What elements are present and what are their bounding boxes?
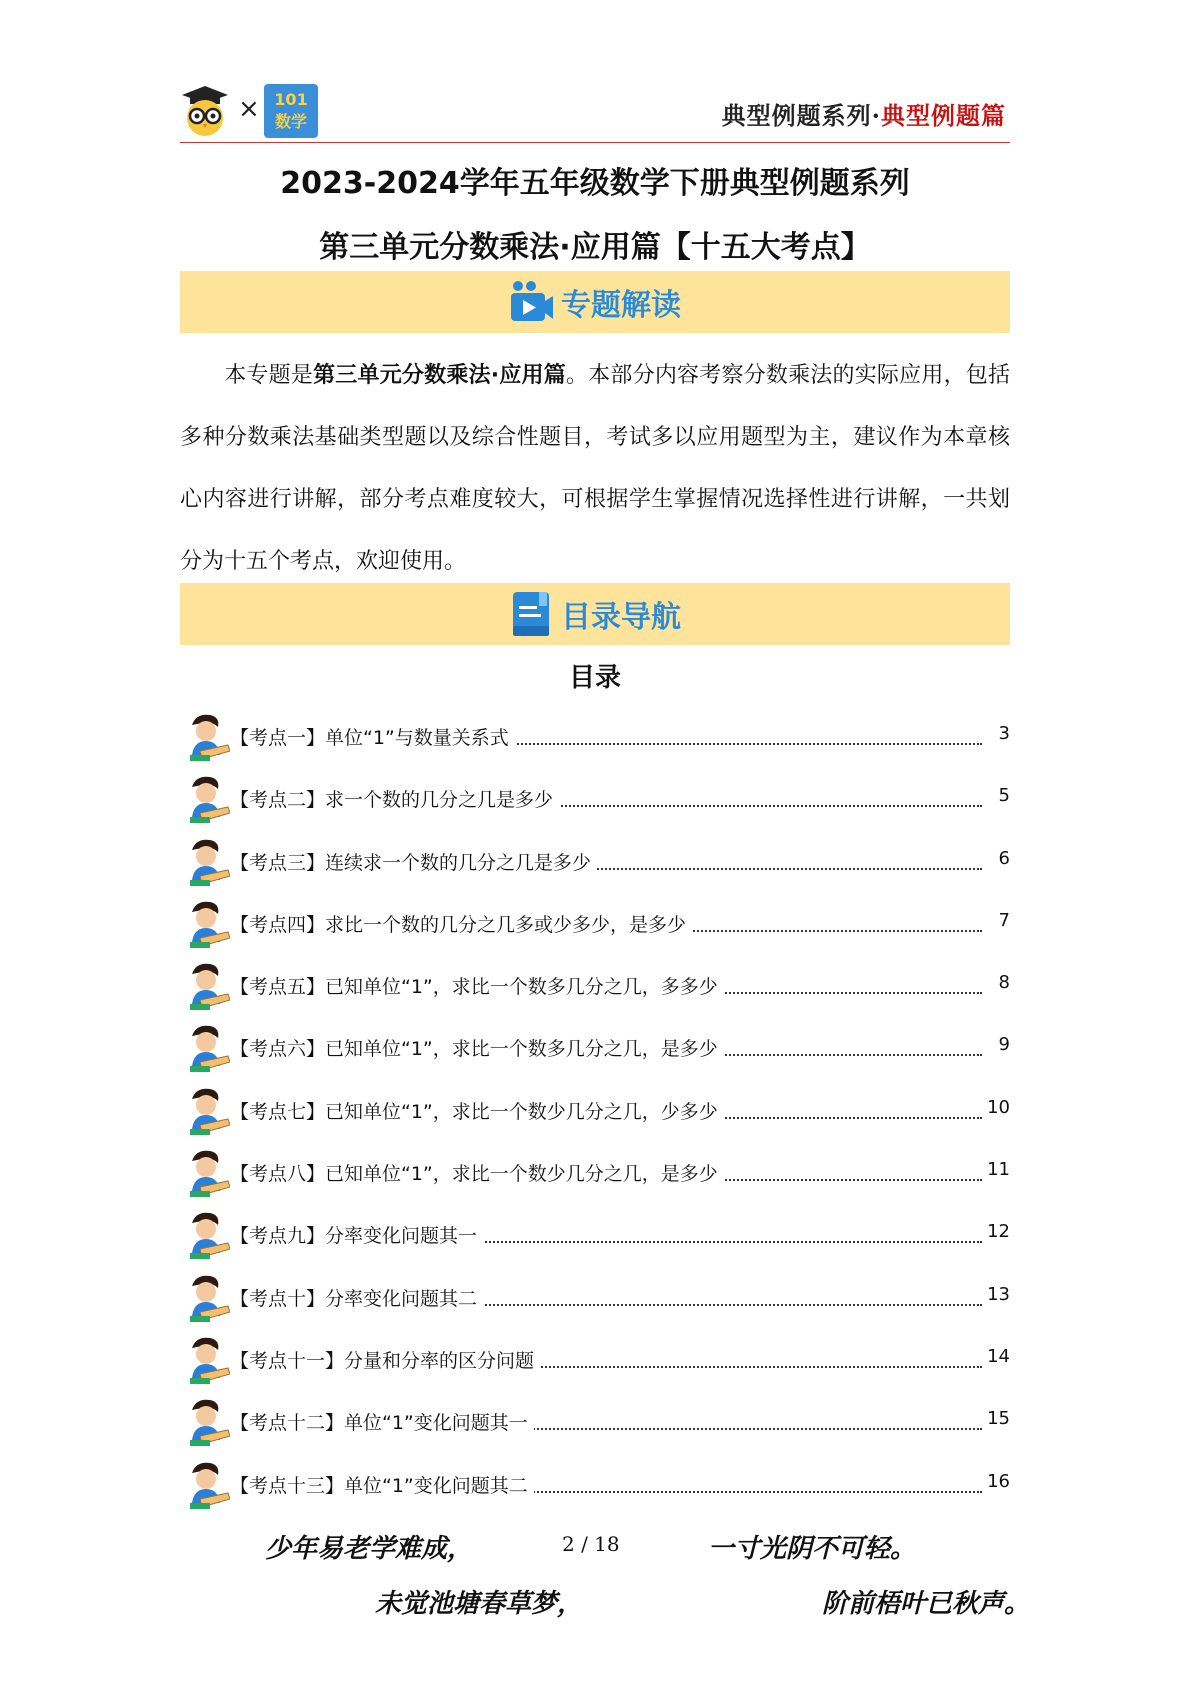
toc-item-page: 10 [987, 1096, 1010, 1118]
student-icon [182, 711, 230, 763]
toc-item[interactable] [180, 1205, 1010, 1267]
toc-item[interactable] [180, 1330, 1010, 1392]
toc-item-label: 【考点九】分率变化问题其一 [230, 1221, 483, 1248]
toc-item-page: 12 [987, 1221, 1010, 1243]
student-icon [182, 960, 230, 1012]
student-icon [182, 1272, 230, 1324]
student-icon [182, 1396, 230, 1448]
toc-item-label: 【考点十二】单位“1”变化问题其一 [230, 1408, 534, 1435]
poem-line-1-left: 少年易老学难成， [265, 1534, 474, 1564]
table-of-contents [180, 707, 1010, 1517]
times-sign: × [238, 94, 260, 124]
page-header [180, 82, 1010, 143]
student-icon [182, 1334, 230, 1386]
owl-logo-icon [180, 84, 230, 138]
student-icon [182, 1022, 230, 1074]
toc-item-label: 【考点一】单位“1”与数量关系式 [230, 723, 515, 750]
toc-item[interactable] [180, 1268, 1010, 1330]
toc-item-page: 7 [998, 909, 1010, 931]
toc-item-page: 16 [987, 1470, 1010, 1492]
poem-line-2-right: 阶前梧叶已秋声。 [822, 1589, 1031, 1619]
page-title: 2023-2024学年五年级数学下册典型例题系列 [280, 166, 910, 201]
toc-item-page: 13 [987, 1283, 1010, 1305]
toc-item-label: 【考点三】连续求一个数的几分之几是多少 [230, 848, 597, 875]
toc-item-label: 【考点二】求一个数的几分之几是多少 [230, 785, 559, 812]
intro-paragraph: 本专题是第三单元分数乘法·应用篇。本部分内容考察分数乘法的实际应用，包括多种分数乘法基础类型题以及综合性题目，考试多以应用题型为主，建议作为本章核心内容进行讲解，部分考点难度较大，可根据学生掌握情况选择性进行讲解，一共划分为十五个考点，欢迎使用。 [180, 363, 1010, 574]
toc-item[interactable] [180, 769, 1010, 831]
student-icon [182, 1209, 230, 1261]
toc-item[interactable] [180, 1081, 1010, 1143]
student-icon [182, 773, 230, 825]
toc-item[interactable] [180, 956, 1010, 1018]
topic-banner [180, 271, 1010, 333]
toc-item-page: 15 [987, 1408, 1010, 1430]
toc-item-page: 3 [998, 723, 1010, 744]
toc-item-label: 【考点四】求比一个数的几分之几多或少多少，是多少 [230, 910, 692, 937]
toc-item-label: 【考点十三】单位“1”变化问题其二 [230, 1471, 534, 1498]
toc-item-page: 14 [987, 1345, 1010, 1367]
toc-item-label: 【考点六】已知单位“1”，求比一个数多几分之几，是多少 [230, 1034, 724, 1061]
toc-item-label: 【考点八】已知单位“1”，求比一个数少几分之几，是多少 [230, 1159, 724, 1186]
toc-item-label: 【考点十一】分量和分率的区分问题 [230, 1346, 540, 1373]
toc-item[interactable] [180, 894, 1010, 956]
toc-item[interactable] [180, 707, 1010, 769]
toc-item-label: 【考点五】已知单位“1”，求比一个数多几分之几，多多少 [230, 972, 724, 999]
toc-item-label: 【考点七】已知单位“1”，求比一个数少几分之几，少多少 [230, 1097, 724, 1124]
toc-banner [180, 583, 1010, 645]
student-icon [182, 1147, 230, 1199]
book-icon [509, 590, 555, 638]
topic-banner-label: 专题解读 [561, 288, 681, 323]
math-101-logo: 101 数学 [264, 84, 318, 138]
poem-line-1-right: 一寸光阴不可轻。 [708, 1534, 917, 1564]
student-icon [182, 898, 230, 950]
series-label: 典型例题系列·典型例题篇 [721, 101, 1006, 130]
toc-item-page: 11 [987, 1159, 1010, 1181]
video-icon [509, 279, 555, 325]
toc-item[interactable] [180, 1018, 1010, 1080]
toc-item-page: 6 [998, 847, 1010, 869]
toc-item-page: 9 [998, 1034, 1010, 1056]
toc-item[interactable] [180, 1392, 1010, 1454]
toc-item[interactable] [180, 832, 1010, 894]
page-subtitle: 第三单元分数乘法·应用篇【十五大考点】 [319, 230, 871, 265]
poem-line-2-left: 未觉池塘春草梦， [375, 1589, 584, 1619]
toc-banner-label: 目录导航 [561, 600, 681, 635]
toc-item-page: 8 [998, 972, 1010, 994]
toc-item-page: 5 [998, 785, 1010, 807]
student-icon [182, 1459, 230, 1511]
toc-item[interactable] [180, 1455, 1010, 1517]
toc-item[interactable] [180, 1143, 1010, 1205]
student-icon [182, 1085, 230, 1137]
toc-item-label: 【考点十】分率变化问题其二 [230, 1284, 483, 1311]
toc-title: 目录 [568, 663, 621, 693]
student-icon [182, 836, 230, 888]
page-number: 2 / 18 [562, 1532, 620, 1556]
